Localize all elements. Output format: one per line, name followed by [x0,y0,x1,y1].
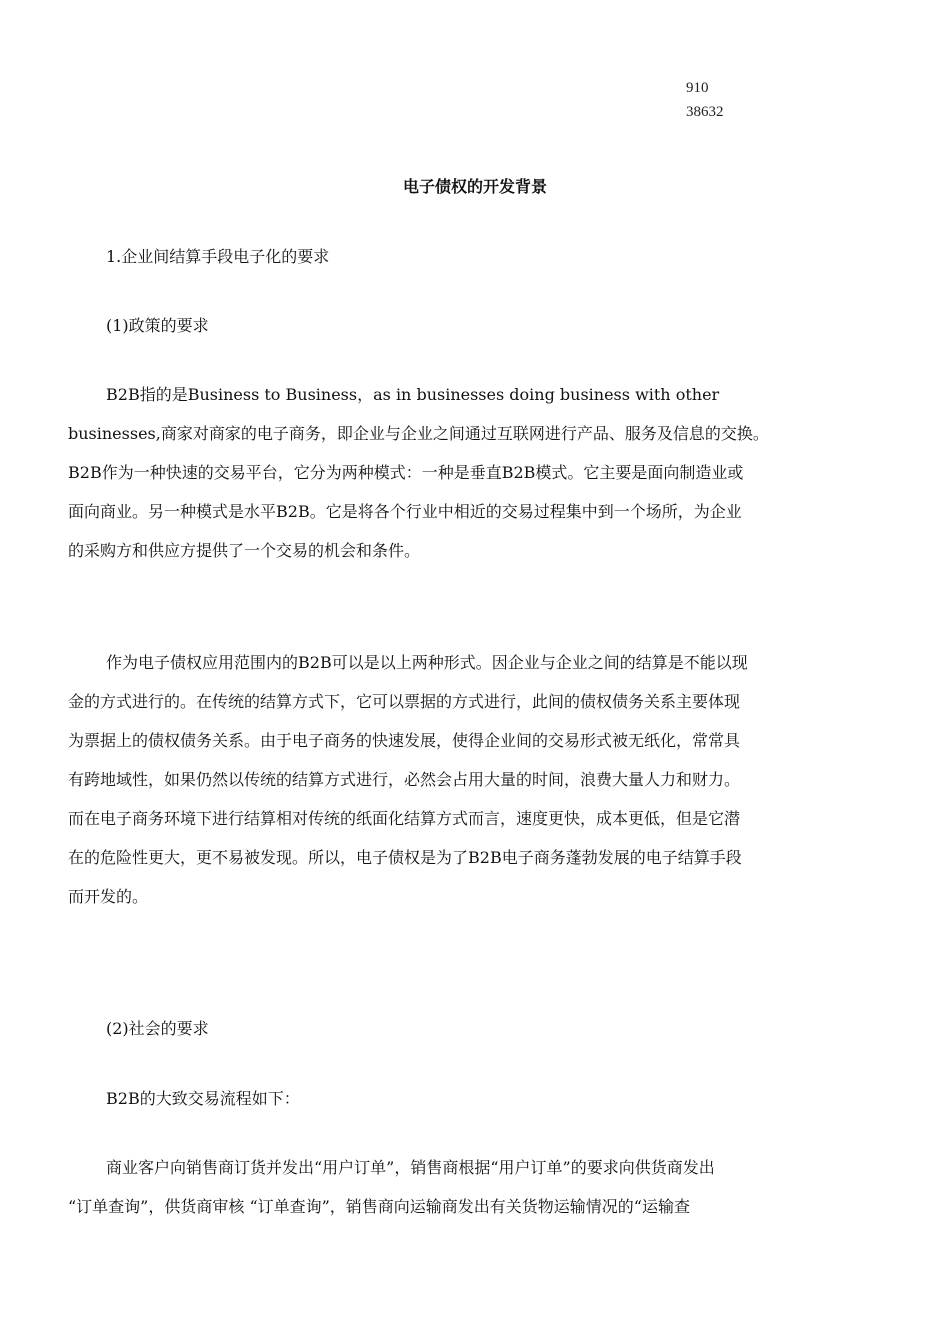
paragraph-line: B2B作为一种快速的交易平台，它分为两种模式：一种是垂直B2B模式。它主要是面向制造业或 [68,463,744,482]
document-title: 电子债权的开发背景 [402,177,547,196]
paragraph-settlement [68,643,898,916]
paragraph-line: businesses,商家对商家的电子商务，即企业与企业之间通过互联网进行产品、服务及信息的交换。 [68,424,769,443]
header-line-1: 910 [686,80,709,96]
subsection-heading-policy: (1)政策的要求 [106,316,209,335]
header-line-2: 38632 [686,104,724,120]
paragraph-line: 的采购方和供应方提供了一个交易的机会和条件。 [68,541,421,560]
paragraph-b2b-definition [68,375,898,570]
paragraph-line: 面向商业。另一种模式是水平B2B。它是将各个行业中相近的交易过程集中到一个场所，为企业 [68,502,742,521]
section-heading-1: 1.企业间结算手段电子化的要求 [106,247,330,266]
paragraph-order-flow [68,1148,898,1226]
paragraph-flow-intro: B2B的大致交易流程如下： [106,1089,300,1108]
paragraph-line: 作为电子债权应用范围内的B2B可以是以上两种形式。因企业与企业之间的结算是不能以现 [106,653,748,672]
subsection-heading-society: (2)社会的要求 [106,1019,209,1038]
paragraph-line: 金的方式进行的。在传统的结算方式下，它可以票据的方式进行，此间的债权债务关系主要体现 [68,692,741,711]
paragraph-line: 在的危险性更大，更不易被发现。所以，电子债权是为了B2B电子商务蓬勃发展的电子结算手段 [68,848,742,867]
paragraph-line: 有跨地域性，如果仍然以传统的结算方式进行，必然会占用大量的时间，浪费大量人力和财力。 [68,770,741,789]
paragraph-line: “订单查询”，供货商审核 “订单查询”，销售商向运输商发出有关货物运输情况的“运输查 [68,1197,690,1216]
paragraph-line: 为票据上的债权债务关系。由于电子商务的快速发展，使得企业间的交易形式被无纸化，常常具 [68,731,741,750]
paragraph-line: 商业客户向销售商订货并发出“用户订单”，销售商根据“用户订单”的要求向供货商发出 [106,1158,715,1177]
paragraph-line: 而在电子商务环境下进行结算相对传统的纸面化结算方式而言，速度更快，成本更低，但是它潜 [68,809,741,828]
paragraph-line: B2B指的是Business to Business，as in businesses doing business with other [106,385,720,404]
paragraph-line: 而开发的。 [68,887,149,906]
page-header-numbers [686,76,724,124]
